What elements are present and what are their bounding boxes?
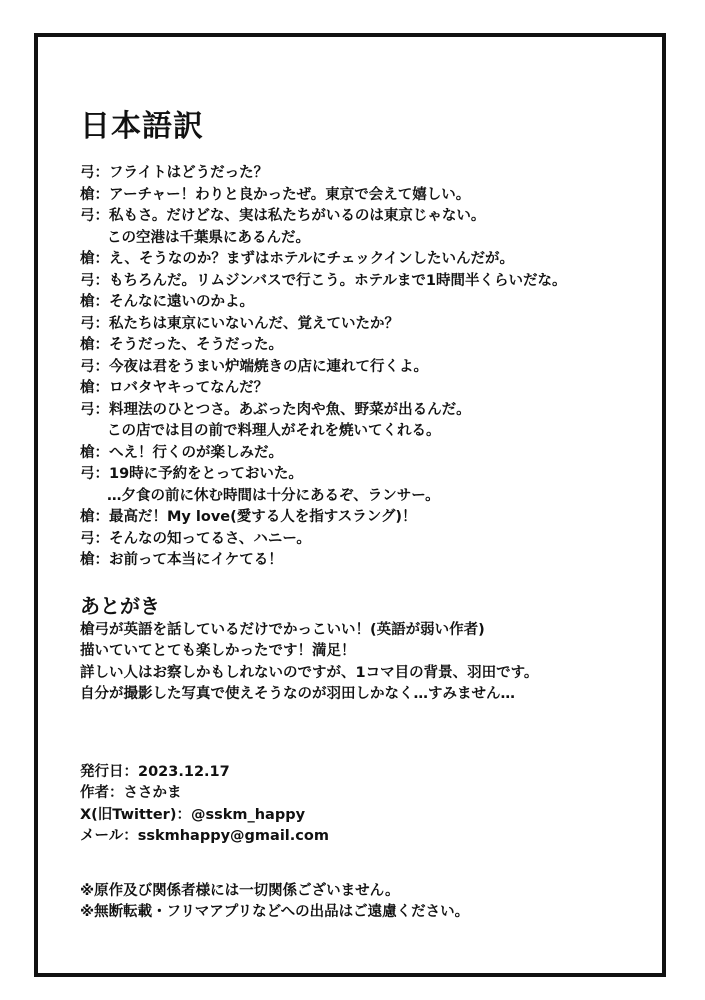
dialogue-line: この空港は千葉県にあるんだ。 <box>107 229 310 246</box>
dialogue-line: 槍：え、そうなのか？まずはホテルにチェックインしたいんだが。 <box>80 251 514 267</box>
dialogue-line: 弓：料理法のひとつさ。あぶった肉や魚、野菜が出るんだ。 <box>80 401 471 418</box>
afterword-line: 槍弓が英語を話しているだけでかっこいい！(英語が弱い作者) <box>80 621 485 638</box>
dialogue-line: 弓：フライトはどうだった？ <box>80 165 269 181</box>
dialogue-line: 弓：今夜は君をうまい炉端焼きの店に連れて行くよ。 <box>80 358 428 375</box>
afterword-body <box>80 620 650 706</box>
disclaimer-line: ※無断転載・フリマアプリなどへの出品はご遠慮ください。 <box>80 904 470 920</box>
author-name: 作者：ささかま <box>80 785 182 801</box>
dialogue-line: 槍：そうだった、そうだった。 <box>80 337 283 353</box>
dialogue-line: 弓：そんなの知ってるさ、ハニー。 <box>80 530 311 547</box>
afterword-heading: あとがき <box>80 593 160 618</box>
afterword-line: 詳しい人はお察しかもしれないのですが、1コマ目の背景、羽田です。 <box>80 664 539 681</box>
dialogue-line: 槍：そんなに遠いのかよ。 <box>80 294 254 310</box>
publish-date: 発行日：2023.12.17 <box>80 763 230 780</box>
dialogue-line: 弓：19時に予約をとっておいた。 <box>80 466 303 482</box>
twitter-handle: X(旧Twitter)：@sskm_happy <box>80 806 306 823</box>
dialogue-line: 槍：アーチャー！わりと良かったぜ。東京で会えて嬉しい。 <box>80 186 471 203</box>
afterword-line: 描いていてとても楽しかったです！満足！ <box>80 643 356 659</box>
dialogue-line: 槍：へえ！行くのが楽しみだ。 <box>80 444 283 461</box>
page-title: 日本語訳 <box>80 109 204 144</box>
dialogue-line: …夕食の前に休む時間は十分にあるぞ、ランサー。 <box>107 487 440 504</box>
dialogue-line: 弓：私たちは東京にいないんだ、覚えていたか？ <box>80 315 399 332</box>
dialogue-line: 槍：お前って本当にイケてる！ <box>80 552 283 568</box>
credits <box>80 762 650 848</box>
disclaimer <box>80 881 650 924</box>
page-content <box>80 105 650 924</box>
dialogue-line: この店では目の前で料理人がそれを焼いてくれる。 <box>107 423 441 439</box>
dialogue-line: 槍：最高だ！My love(愛する人を指すスラング)！ <box>80 509 417 525</box>
email-address: メール：sskmhappy@gmail.com <box>80 828 329 844</box>
dialogue-translation <box>80 163 650 572</box>
dialogue-line: 弓：もちろんだ。リムジンバスで行こう。ホテルまで1時間半くらいだな。 <box>80 272 567 289</box>
dialogue-line: 槍：ロバタヤキってなんだ？ <box>80 380 269 396</box>
disclaimer-line: ※原作及び関係者様には一切関係ございません。 <box>80 882 400 899</box>
afterword-line: 自分が撮影した写真で使えそうなのが羽田しかなく…すみません… <box>80 686 515 702</box>
dialogue-line: 弓：私もさ。だけどな、実は私たちがいるのは東京じゃない。 <box>80 208 486 224</box>
